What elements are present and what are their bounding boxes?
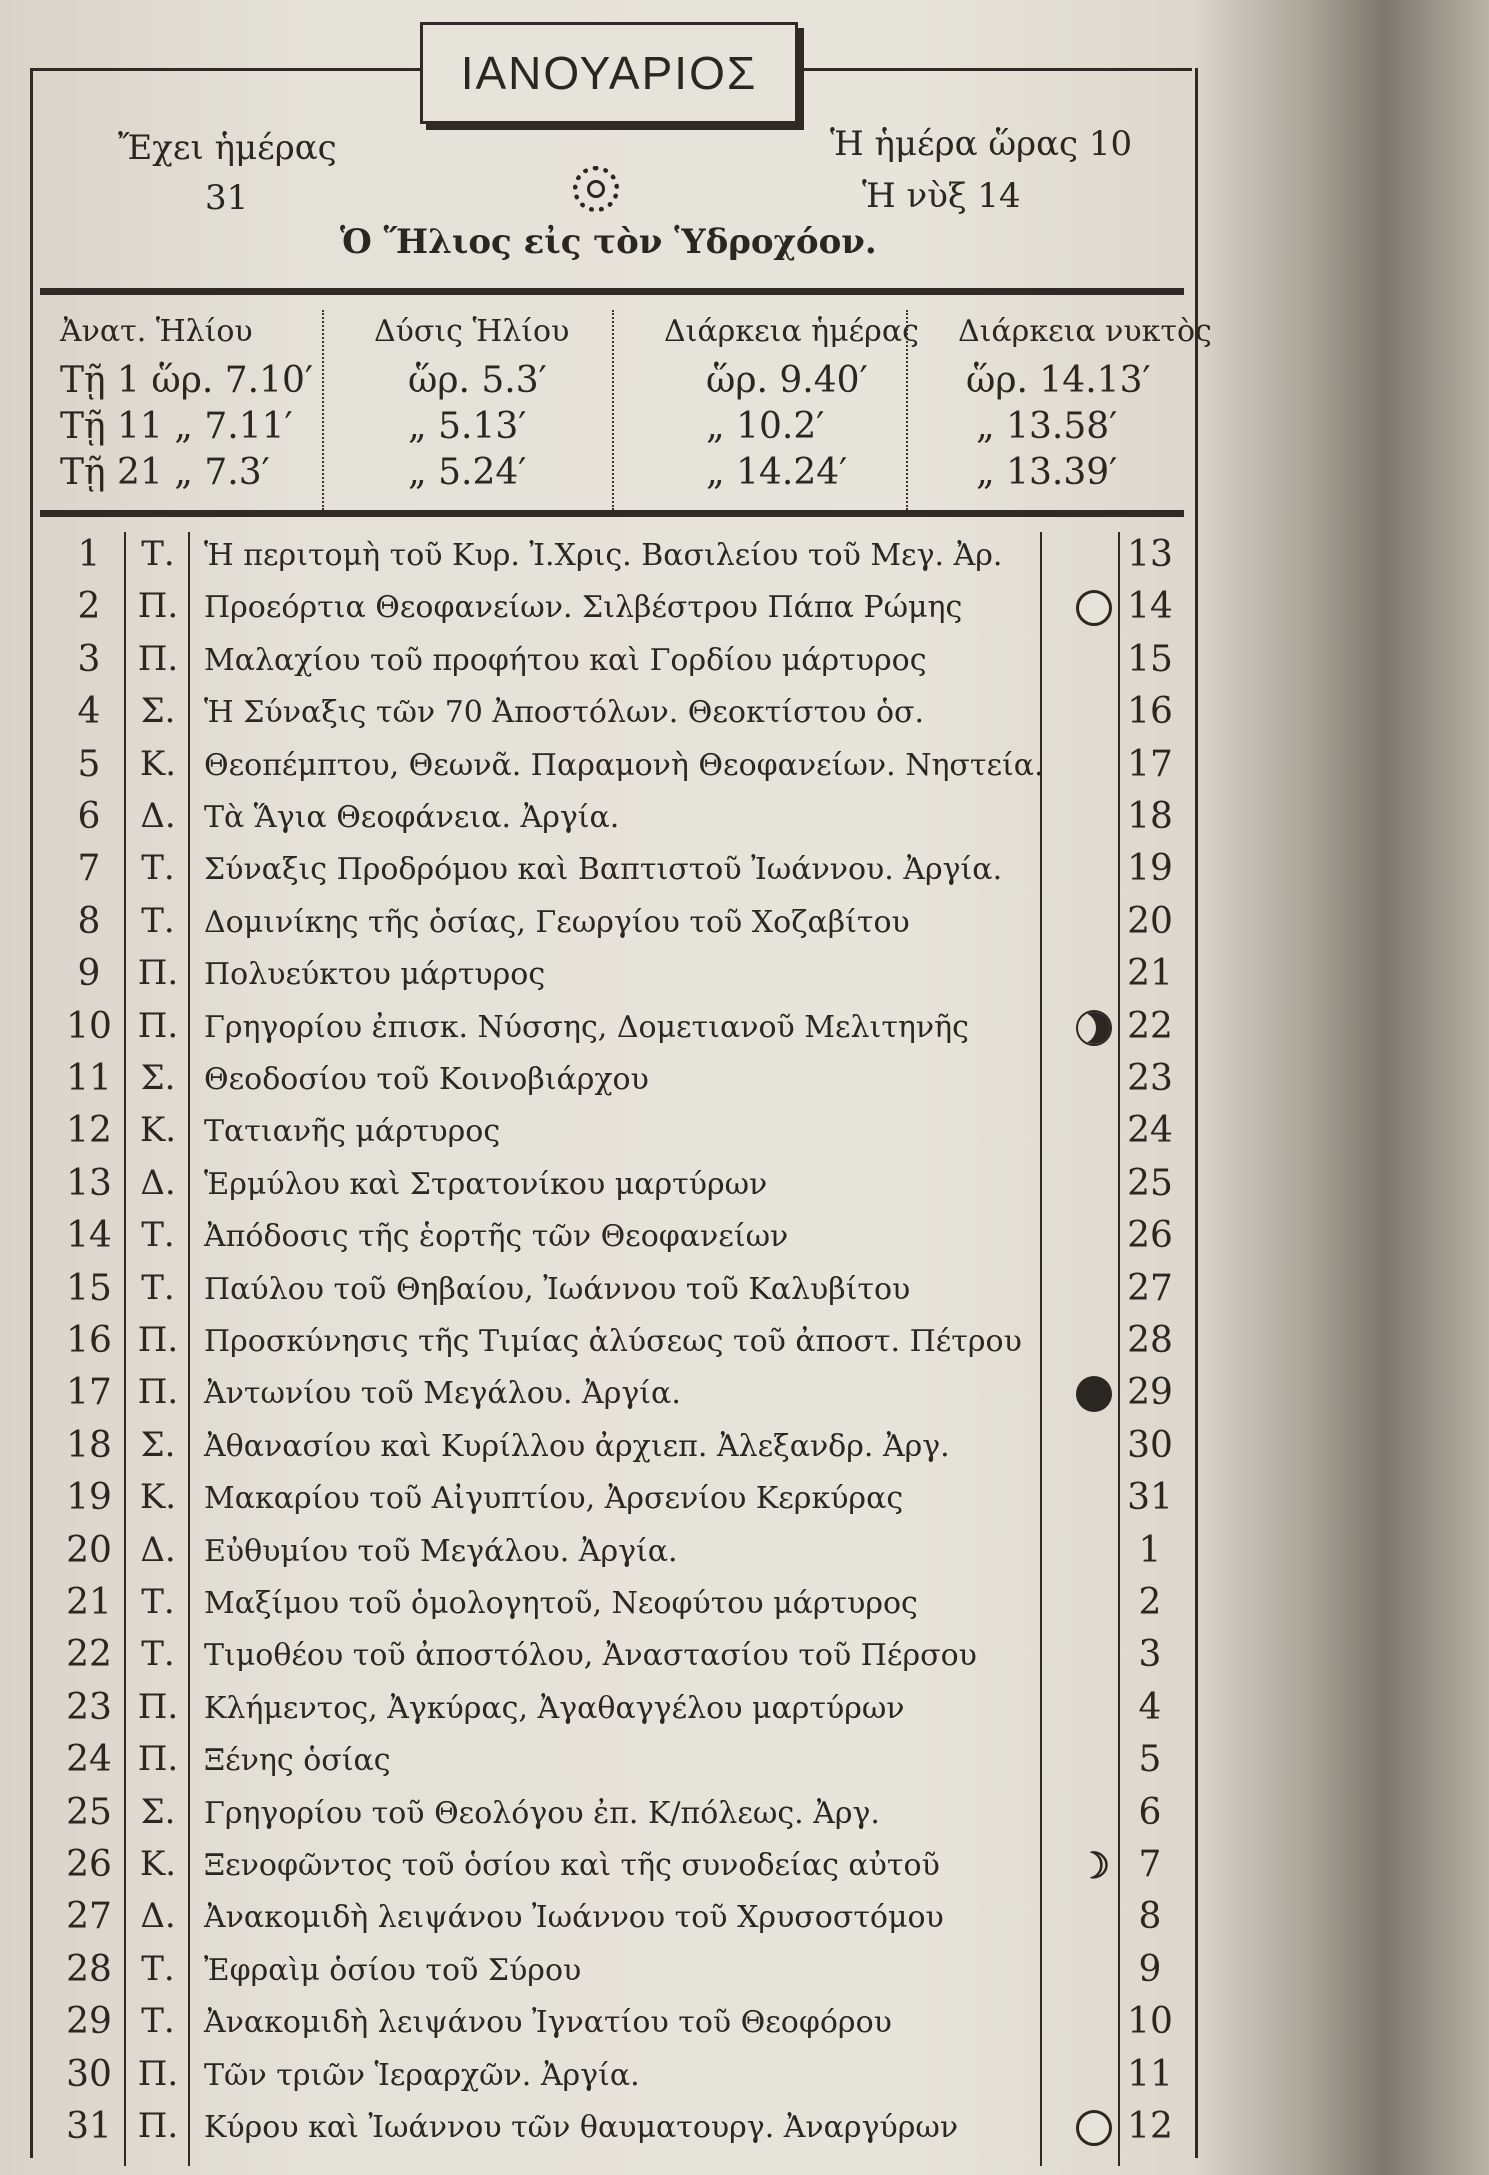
weekday: Κ. <box>139 1844 177 1884</box>
sunset-row-3: „ 5.24′ <box>408 452 527 493</box>
weekday: Κ. <box>139 1477 177 1518</box>
moon-phase-full-icon <box>1076 1376 1112 1412</box>
julian-day: 18 <box>1127 796 1173 837</box>
saint-text: Τῶν τριῶν Ἱεραρχῶν. Ἀργία. <box>204 2057 640 2093</box>
day-length-column <box>650 302 946 512</box>
saint-text: Ἀπόδοσις τῆς ἑορτῆς τῶν Θεοφανείων <box>204 1219 789 1255</box>
day-row <box>56 1106 1196 1158</box>
day-number: 22 <box>66 1634 112 1676</box>
saint-text: Προεόρτια Θεοφανείων. Σιλβέστρου Πάπα Ρώμης <box>204 590 963 626</box>
weekday: Π. <box>137 1005 179 1046</box>
saint-text: Γρηγορίου τοῦ Θεολόγου ἐπ. Κ/πόλεως. Ἀργ. <box>204 1795 880 1831</box>
saint-text: Προσκύνησις τῆς Τιμίας ἁλύσεως τοῦ ἀποστ. Πέτρου <box>204 1324 1022 1359</box>
saint-text: Σύναξις Προδρόμου καὶ Βαπτιστοῦ Ἰωάννου. Ἀργία. <box>204 852 1003 888</box>
day-number: 14 <box>66 1215 112 1257</box>
day-number: 27 <box>66 1896 112 1938</box>
weekday: Κ. <box>139 1110 177 1151</box>
day-row <box>56 1630 1196 1682</box>
day-row <box>56 1316 1196 1368</box>
day-row <box>56 1840 1196 1892</box>
day-row <box>56 530 1196 582</box>
weekday: Δ. <box>140 1896 176 1937</box>
day-row <box>56 1002 1196 1054</box>
saint-text: Ἀνακομιδὴ λειψάνου Ἰγνατίου τοῦ Θεοφόρου <box>204 2005 892 2041</box>
julian-day: 27 <box>1127 1267 1173 1309</box>
julian-day: 8 <box>1138 1896 1162 1938</box>
saint-text: Τατιανῆς μάρτυρος <box>204 1114 501 1150</box>
julian-day: 24 <box>1127 1110 1173 1152</box>
moon-phase-last-icon: ☽ <box>1077 1845 1111 1887</box>
julian-day: 5 <box>1138 1739 1162 1781</box>
julian-day: 3 <box>1138 1634 1162 1676</box>
day-number: 3 <box>77 638 101 680</box>
day-number: 21 <box>66 1582 112 1623</box>
saint-text: Ἡ περιτομὴ τοῦ Κυρ. Ἰ.Χρις. Βασιλείου τοῦ Μεγ. Ἀρ. <box>204 538 1003 573</box>
julian-day: 13 <box>1127 534 1173 575</box>
day-row <box>56 1211 1196 1263</box>
day-row <box>56 792 1196 844</box>
julian-day: 26 <box>1127 1215 1173 1257</box>
rule-top <box>40 288 1184 295</box>
julian-day: 14 <box>1127 586 1173 628</box>
weekday: Π. <box>137 953 179 994</box>
saint-text: Γρηγορίου ἐπισκ. Νύσσης, Δομετιανοῦ Μελιτηνῆς <box>204 1009 969 1045</box>
weekday: Σ. <box>140 1058 176 1098</box>
day-number: 5 <box>77 743 101 785</box>
julian-day: 15 <box>1127 638 1173 680</box>
julian-day: 19 <box>1127 848 1173 890</box>
weekday: Τ. <box>141 848 175 889</box>
julian-day: 6 <box>1138 1791 1162 1833</box>
weekday: Τ. <box>141 1948 175 1989</box>
julian-day: 25 <box>1127 1162 1173 1204</box>
day-number: 30 <box>66 2053 112 2095</box>
weekday: Σ. <box>140 1424 176 1465</box>
day-number: 18 <box>66 1424 112 1466</box>
day-row <box>56 1892 1196 1944</box>
saint-text: Τὰ Ἅγια Θεοφάνεια. Ἀργία. <box>204 800 620 835</box>
julian-day: 31 <box>1127 1477 1173 1519</box>
weekday: Σ. <box>140 1791 176 1832</box>
julian-day: 10 <box>1127 2001 1173 2043</box>
day-row <box>56 1578 1196 1630</box>
day-row <box>56 1159 1196 1211</box>
weekday: Π. <box>137 2106 179 2146</box>
column-divider <box>322 310 324 510</box>
day-number: 12 <box>66 1110 112 1152</box>
julian-day: 23 <box>1127 1058 1173 1099</box>
day-length-row-2: „ 10.2′ <box>706 406 825 447</box>
frame-top-right <box>796 68 1192 71</box>
day-row <box>56 897 1196 949</box>
day-row <box>56 582 1196 634</box>
weekday: Π. <box>137 1686 179 1727</box>
saint-text: Ἐφραὶμ ὁσίου τοῦ Σύρου <box>204 1952 582 1988</box>
sunset-row-1: ὥρ. 5.3′ <box>408 360 547 401</box>
saint-text: Παύλου τοῦ Θηβαίου, Ἰωάννου τοῦ Καλυβίτου <box>204 1271 911 1307</box>
saint-text: Ἡ Σύναξις τῶν 70 Ἀποστόλων. Θεοκτίστου ὁσ. <box>204 695 925 731</box>
night-hours: Ἡ νὺξ 14 <box>862 176 1021 216</box>
day-number: 15 <box>66 1267 112 1309</box>
moon-phase-first-icon <box>1076 1010 1112 1046</box>
day-row <box>56 740 1196 792</box>
sunset-column <box>358 302 648 512</box>
day-row <box>56 1473 1196 1525</box>
day-number: 10 <box>66 1005 112 1047</box>
julian-day: 22 <box>1127 1005 1173 1047</box>
weekday: Τ. <box>141 1634 175 1675</box>
julian-day: 11 <box>1127 2053 1173 2095</box>
saint-text: Τιμοθέου τοῦ ἀποστόλου, Ἀναστασίου τοῦ Πέρσου <box>204 1638 977 1674</box>
day-row <box>56 1788 1196 1840</box>
saint-text: Μαλαχίου τοῦ προφήτου καὶ Γορδίου μάρτυρος <box>204 642 927 678</box>
day-number: 13 <box>66 1162 112 1204</box>
night-length-header: Διάρκεια νυκτὸς <box>958 314 1212 349</box>
day-length-header: Διάρκεια ἡμέρας <box>664 314 919 349</box>
sunrise-column <box>60 302 360 512</box>
night-length-row-1: ὥρ. 14.13′ <box>966 360 1151 401</box>
day-number: 20 <box>66 1529 112 1571</box>
julian-day: 9 <box>1138 1948 1162 1990</box>
weekday: Τ. <box>141 1267 175 1308</box>
julian-day: 2 <box>1138 1582 1162 1623</box>
julian-day: 4 <box>1138 1686 1162 1728</box>
weekday: Δ. <box>140 1162 176 1203</box>
day-number: 6 <box>77 796 101 837</box>
day-row <box>56 1526 1196 1578</box>
day-row <box>56 1945 1196 1997</box>
days-value: 31 <box>205 178 249 218</box>
julian-day: 29 <box>1127 1372 1173 1414</box>
day-row <box>56 687 1196 739</box>
day-number: 31 <box>66 2106 112 2147</box>
moon-phase-new-icon <box>1076 2110 1112 2146</box>
saint-text: Πολυεύκτου μάρτυρος <box>204 957 546 993</box>
day-row <box>56 949 1196 1001</box>
day-length-row-1: ὥρ. 9.40′ <box>706 360 868 401</box>
saint-text: Ξένης ὁσίας <box>204 1743 391 1779</box>
day-row <box>56 1264 1196 1316</box>
julian-day: 28 <box>1127 1320 1173 1361</box>
julian-day: 17 <box>1127 743 1173 785</box>
saint-text: Ξενοφῶντος τοῦ ὁσίου καὶ τῆς συνοδείας αὐτοῦ <box>204 1848 940 1883</box>
night-length-row-2: „ 13.58′ <box>976 406 1118 447</box>
day-number: 25 <box>66 1791 112 1833</box>
day-number: 11 <box>66 1058 112 1099</box>
sunset-row-2: „ 5.13′ <box>408 406 527 447</box>
day-number: 26 <box>66 1844 112 1885</box>
frame-top-left <box>30 68 422 71</box>
day-number: 1 <box>77 534 101 575</box>
moon-phase-new-icon <box>1076 590 1112 626</box>
day-row <box>56 1997 1196 2049</box>
saint-text: Ἀθανασίου καὶ Κυρίλλου ἀρχιεπ. Ἀλεξανδρ. Ἀργ. <box>204 1428 950 1464</box>
weekday: Σ. <box>140 691 176 732</box>
sunrise-row-2: Τῇ 11 „ 7.11′ <box>60 406 293 447</box>
day-row <box>56 1421 1196 1473</box>
saint-text: Κλήμεντος, Ἀγκύρας, Ἀγαθαγγέλου μαρτύρων <box>204 1690 905 1726</box>
day-number: 4 <box>77 691 101 733</box>
day-row <box>56 1683 1196 1735</box>
day-row <box>56 1735 1196 1787</box>
day-number: 23 <box>66 1686 112 1728</box>
sunset-header: Δύσις Ἡλίου <box>374 314 570 349</box>
weekday: Π. <box>137 586 179 627</box>
night-length-column <box>946 302 1212 512</box>
day-number: 7 <box>77 848 101 890</box>
day-row <box>56 1368 1196 1420</box>
day-row <box>56 2102 1196 2154</box>
weekday: Π. <box>137 638 179 679</box>
zodiac-line: Ὁ Ἥλιος εἰς τὸν Ὑδροχόον. <box>340 222 877 262</box>
day-row <box>56 2050 1196 2102</box>
month-title: ΙΑΝΟΥΑΡΙΟΣ <box>420 22 798 124</box>
days-label: Ἔχει ἡμέρας <box>118 128 337 168</box>
day-number: 28 <box>66 1948 112 1990</box>
weekday: Π. <box>137 1739 179 1780</box>
weekday: Π. <box>137 2053 179 2094</box>
column-divider <box>906 310 908 510</box>
day-number: 19 <box>66 1477 112 1519</box>
julian-day: 7 <box>1138 1844 1162 1885</box>
saint-text: Ἀντωνίου τοῦ Μεγάλου. Ἀργία. <box>204 1376 681 1412</box>
weekday: Τ. <box>141 1215 175 1256</box>
night-length-row-3: „ 13.39′ <box>976 452 1118 493</box>
day-number: 8 <box>77 900 101 942</box>
weekday: Τ. <box>141 900 175 941</box>
day-number: 9 <box>77 953 101 995</box>
day-number: 29 <box>66 2001 112 2043</box>
weekday: Π. <box>137 1372 179 1413</box>
day-row <box>56 844 1196 896</box>
julian-day: 1 <box>1138 1529 1162 1571</box>
day-length-row-3: „ 14.24′ <box>706 452 848 493</box>
julian-day: 30 <box>1127 1424 1173 1466</box>
saint-text: Θεοδοσίου τοῦ Κοινοβιάρχου <box>204 1062 649 1097</box>
weekday: Δ. <box>140 1529 176 1570</box>
saint-text: Μαξίμου τοῦ ὁμολογητοῦ, Νεοφύτου μάρτυρος <box>204 1586 918 1621</box>
weekday: Τ. <box>141 1582 175 1622</box>
julian-day: 12 <box>1127 2106 1173 2147</box>
sun-icon <box>573 166 619 212</box>
day-row <box>56 635 1196 687</box>
sunrise-header: Ἀνατ. Ἡλίου <box>60 314 253 349</box>
day-hours: Ἡ ἡμέρα ὥρας 10 <box>830 124 1133 164</box>
saint-text: Εὐθυμίου τοῦ Μεγάλου. Ἀργία. <box>204 1533 678 1569</box>
day-number: 2 <box>77 586 101 628</box>
saint-text: Ἀνακομιδὴ λειψάνου Ἰωάννου τοῦ Χρυσοστόμου <box>204 1900 944 1936</box>
julian-day: 20 <box>1127 900 1173 942</box>
sunrise-row-3: Τῇ 21 „ 7.3′ <box>60 452 270 493</box>
day-number: 17 <box>66 1372 112 1414</box>
sunrise-row-1: Τῇ 1 ὥρ. 7.10′ <box>60 360 314 401</box>
day-row <box>56 1054 1196 1106</box>
day-number: 16 <box>66 1320 112 1361</box>
saint-text: Ἑρμύλου καὶ Στρατονίκου μαρτύρων <box>204 1166 768 1202</box>
weekday: Π. <box>137 1320 179 1360</box>
saint-text: Μακαρίου τοῦ Αἰγυπτίου, Ἀρσενίου Κερκύρας <box>204 1481 904 1517</box>
weekday: Τ. <box>141 2001 175 2042</box>
day-number: 24 <box>66 1739 112 1781</box>
saint-text: Κύρου καὶ Ἰωάννου τῶν θαυματουργ. Ἀναργύρων <box>204 2110 959 2145</box>
column-divider <box>612 310 614 510</box>
weekday: Τ. <box>141 534 175 574</box>
saint-text: Δομινίκης τῆς ὁσίας, Γεωργίου τοῦ Χοζαβίτου <box>204 904 910 940</box>
weekday: Δ. <box>140 796 176 836</box>
julian-day: 21 <box>1127 953 1173 995</box>
rule-bottom <box>40 510 1184 517</box>
saint-text: Θεοπέμπτου, Θεωνᾶ. Παραμονὴ Θεοφανείων. Νηστεία. <box>204 747 1044 783</box>
weekday: Κ. <box>139 743 177 784</box>
julian-day: 16 <box>1127 691 1173 733</box>
